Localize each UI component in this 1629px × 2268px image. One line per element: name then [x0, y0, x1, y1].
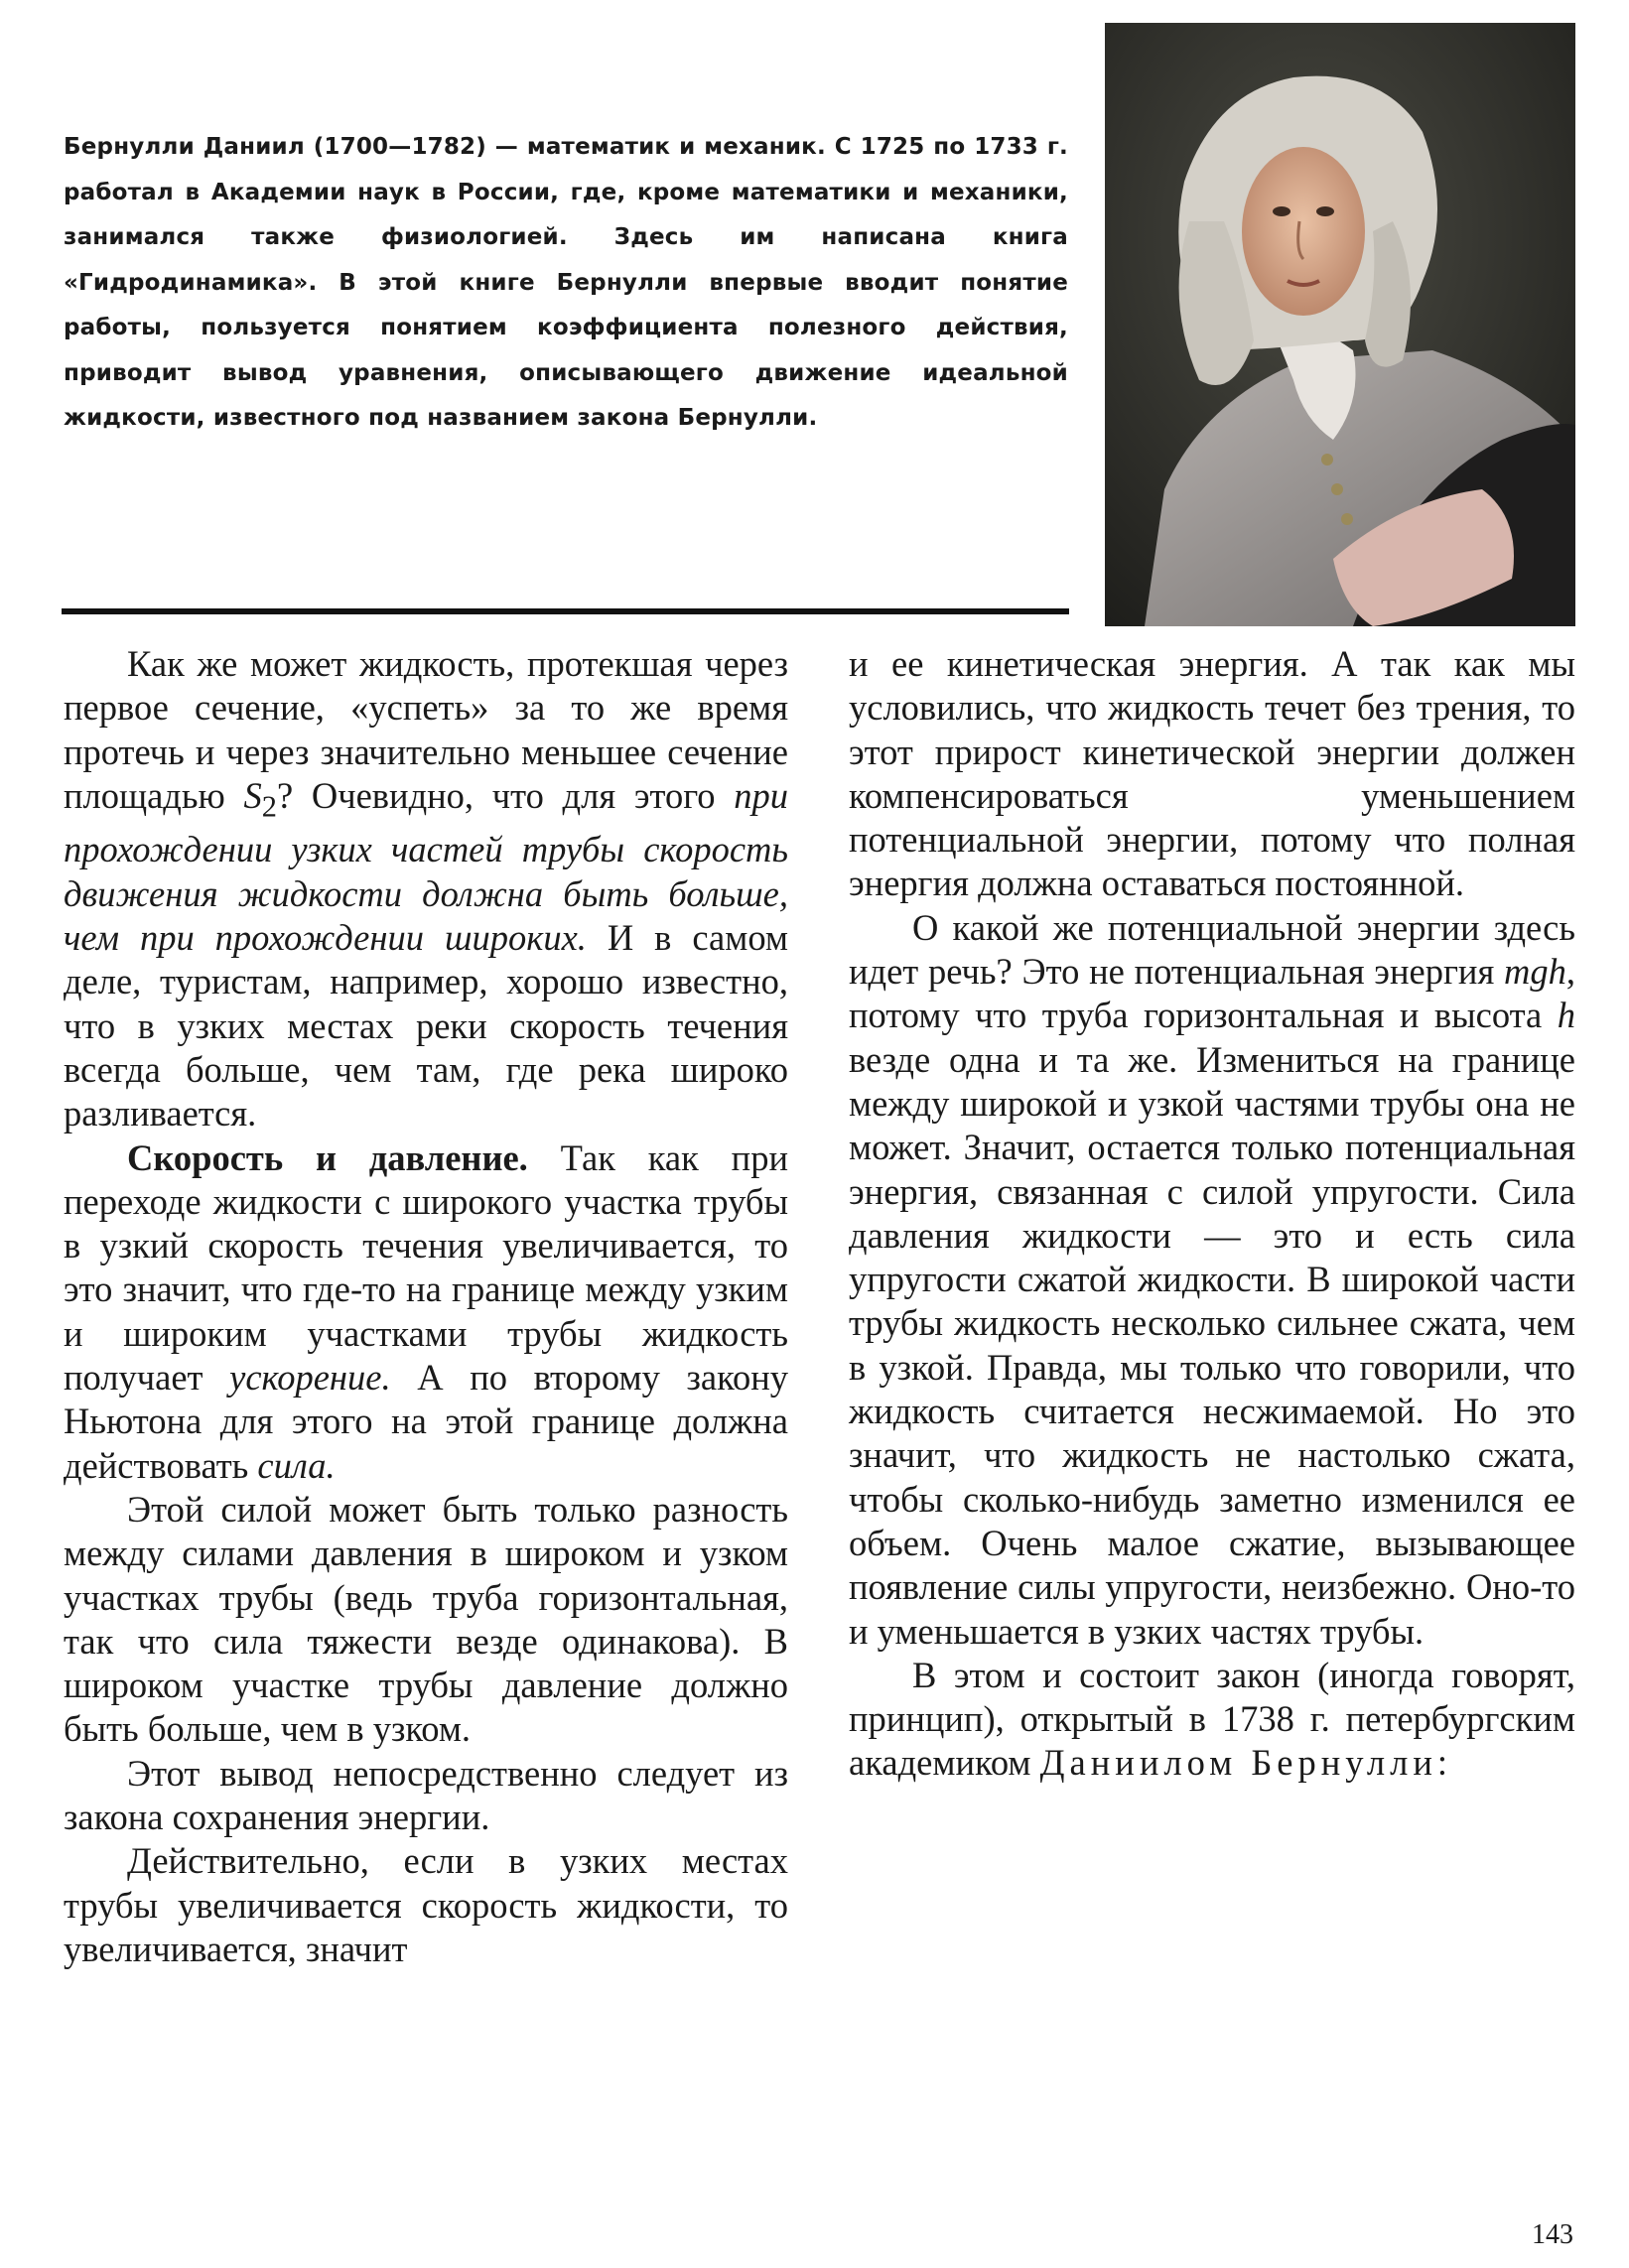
text-run: О какой же потенциальной энергии здесь идет речь? Это не потенциальная энергия [849, 906, 1575, 993]
italic-text: при прохождении узких частей трубы скорость движения жидкости должна быть больше, чем при прохождении широких. [64, 774, 788, 959]
variable-h: h [1557, 995, 1575, 1036]
paragraph: Этот вывод непосредственно следует из закона сохранения энергии. [64, 1752, 788, 1838]
paragraph: и ее кинетическая энергия. А так как мы условились, что жидкость течет без трения, то этот прирост кинетической энергии должен компенсироваться уменьшением потенциальной энергии, потому что полная энергия должна оставаться постоянной. [849, 643, 1575, 904]
portrait-image [1105, 23, 1575, 626]
text-run: А по второму закону Ньютона для этого на этой границе должна действовать [64, 1357, 789, 1486]
paragraph [64, 1136, 788, 1488]
italic-text: сила. [257, 1444, 336, 1486]
page-number: 143 [1532, 2219, 1573, 2250]
section-heading: Скорость и давление. [127, 1136, 528, 1178]
paragraph: Этой силой может быть только разность между силами давления в широком и узком участках трубы (ведь труба горизонтальная, так что сила тяжести везде одинакова). В широком участке трубы давление должно быть больше, чем в узком. [64, 1488, 788, 1750]
text-run: В этом и состоит закон (иногда говорят, принцип), открытый в 1738 г. петербургским академиком [849, 1654, 1575, 1784]
right-text-column [849, 642, 1575, 1786]
biography-text: (1700—1782) — математик и механик. С 1725 по 1733 г. работал в Академии наук в России, где, кроме математики и механики, занимался также физиологией. Здесь им написана книга «Гидродинамика». В этой книге Бернулли впервые вводит понятие работы, пользуется понятием коэффициента полезного действия, приводит вывод уравнения, описывающего движение идеальной жидкости, известного под названием закона Бернулли. [64, 134, 1068, 431]
biography-paragraph [64, 125, 1068, 442]
variable-letter: S [243, 774, 262, 816]
text-run: Так как при переходе жидкости с широкого участка трубы в узкий скорость течения увеличивается, то это значит, что где-то на границе между узким и широким участками трубы жидкость получает [64, 1136, 788, 1399]
paragraph [849, 1654, 1575, 1786]
paragraph [64, 642, 788, 1136]
text-run: , потому что труба горизонтальная и высота [849, 951, 1575, 1036]
paragraph [849, 906, 1575, 1654]
spaced-name: Даниилом Бернулли: [1039, 1742, 1453, 1784]
portrait-drawing [1105, 23, 1575, 626]
subscript: 2 [261, 789, 277, 824]
text-run: ? Очевидно, что для этого [276, 774, 735, 816]
italic-text: ускорение. [229, 1357, 391, 1399]
section-divider [62, 608, 1069, 614]
text-run: Как же может жидкость, протекшая через первое сечение, «успеть» за то же время протечь и через значительно меньшее сечение площадью [64, 643, 788, 816]
biography-caption [64, 125, 1068, 442]
variable-s [244, 775, 262, 816]
text-run: И в самом деле, туристам, например, хорошо известно, что в узких местах реки скорость течения всегда больше, чем там, где река широко разливается. [64, 917, 788, 1134]
paragraph: Действительно, если в узких местах трубы увеличивается скорость жидкости, то увеличивается, значит [64, 1840, 788, 1969]
biography-name: Бернулли Даниил [64, 134, 305, 160]
left-text-column [64, 642, 788, 1971]
formula-mgh: mgh [1504, 951, 1566, 993]
text-run: везде одна и та же. Измениться на границе между широкой и узкой частями трубы она не может. Значит, остается только потенциальная энергия, связанная с силой упругости. Сила давления жидкости — это и есть сила упругости сжатой жидкости. В широкой части трубы жидкость несколько сильнее сжата, чем в узкой. Правда, мы только что говорили, что жидкость считается несжимаемой. Но это значит, что жидкость не настолько сжата, чтобы сколько-нибудь заметно изменился ее объем. Очень малое сжатие, вызывающее появление силы упругости, неизбежно. Оно-то и уменьшается в узких частях трубы. [849, 1038, 1575, 1652]
